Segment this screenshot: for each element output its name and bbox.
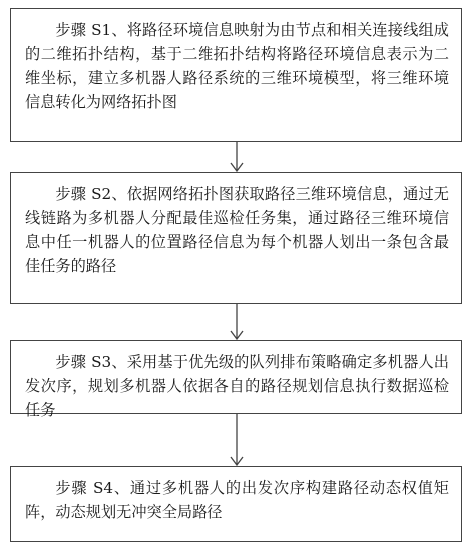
flow-step-s2 xyxy=(10,172,462,304)
flow-step-s3-text: 步骤 S3、采用基于优先级的队列排布策略确定多机器人出发次序，规划多机器人依据各自的路径规划信息执行数据巡检任务 xyxy=(25,353,449,419)
flow-step-s1-text: 步骤 S1、将路径环境信息映射为由节点和相关连接线组成的二维拓扑结构，基于二维拓扑结构将路径环境信息表示为二维坐标，建立多机器人路径系统的三维环境模型，将三维环境信息转化为网络拓扑图 xyxy=(25,21,449,111)
flow-arrow-s3-s4 xyxy=(229,414,245,466)
flow-arrow-s1-s2 xyxy=(229,142,245,172)
flow-step-s1 xyxy=(10,8,462,142)
flow-step-s4 xyxy=(10,466,462,542)
flow-step-s3 xyxy=(10,340,462,419)
flow-step-s2-text: 步骤 S2、依据网络拓扑图获取路径三维环境信息，通过无线链路为多机器人分配最佳巡检任务集，通过路径三维环境信息中任一机器人的位置路径信息为每个机器人划出一条包含最佳任务的路径 xyxy=(25,185,449,275)
flow-step-s4-text: 步骤 S4、通过多机器人的出发次序构建路径动态权值矩阵，动态规划无冲突全局路径 xyxy=(25,479,449,521)
flow-arrow-s2-s3 xyxy=(229,304,245,340)
